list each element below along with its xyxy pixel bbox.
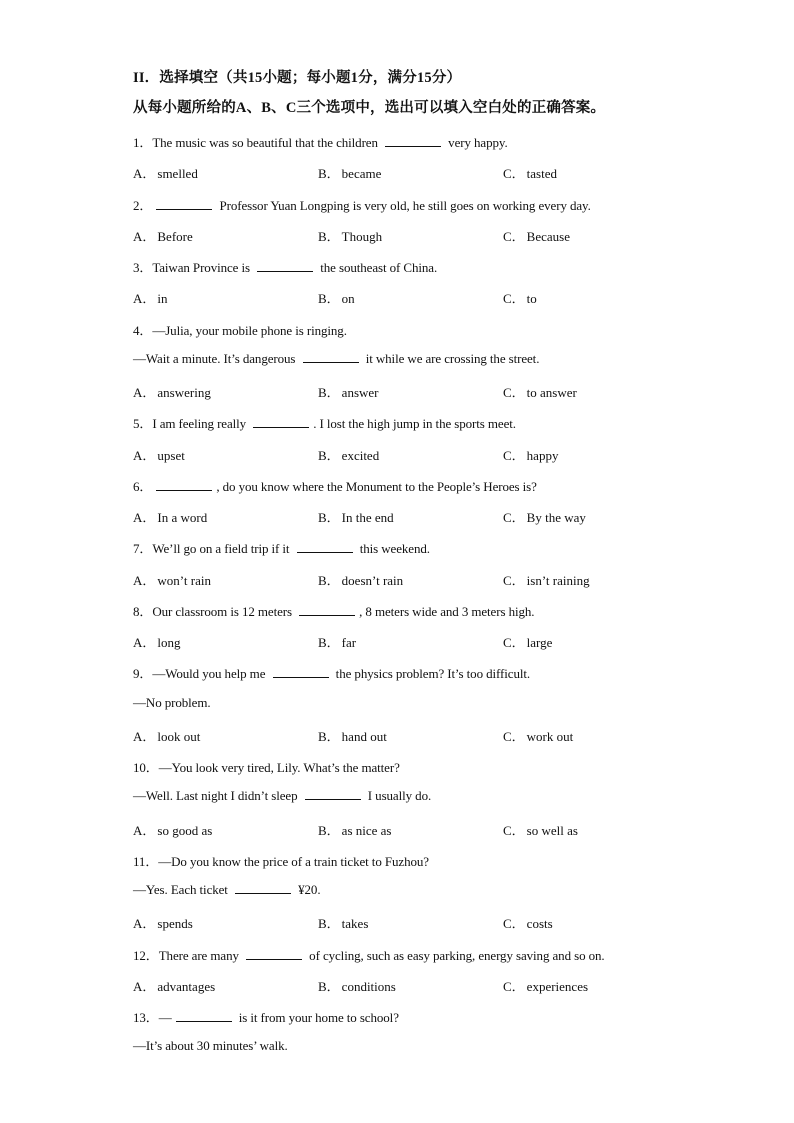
option-letter: A． bbox=[133, 447, 156, 463]
option-b[interactable] bbox=[318, 570, 403, 589]
option-letter: A． bbox=[133, 166, 156, 182]
option-a[interactable] bbox=[133, 507, 207, 526]
option-c[interactable] bbox=[503, 445, 558, 464]
option-letter: B． bbox=[318, 635, 340, 650]
option-letter: B． bbox=[318, 916, 340, 932]
option-c[interactable] bbox=[503, 288, 537, 307]
option-letter: A． bbox=[133, 916, 156, 932]
answer-blank[interactable] bbox=[156, 480, 212, 491]
option-a[interactable] bbox=[133, 976, 215, 995]
question-number: 4． bbox=[133, 322, 153, 338]
option-b[interactable] bbox=[318, 226, 382, 245]
question-number: 7． bbox=[133, 541, 153, 557]
option-letter: B． bbox=[318, 510, 340, 525]
option-text: isn’t raining bbox=[526, 572, 590, 588]
option-b[interactable] bbox=[318, 976, 396, 995]
option-text: tasted bbox=[526, 166, 557, 182]
option-c[interactable] bbox=[503, 726, 573, 745]
answer-blank[interactable] bbox=[297, 542, 353, 553]
option-letter: A． bbox=[133, 978, 156, 994]
answer-blank[interactable] bbox=[246, 949, 302, 960]
option-text: Before bbox=[157, 228, 193, 244]
option-a[interactable] bbox=[133, 632, 181, 651]
option-b[interactable] bbox=[318, 632, 356, 651]
question-stem bbox=[133, 132, 508, 151]
option-text: so well as bbox=[526, 822, 578, 838]
option-letter: C． bbox=[503, 228, 525, 244]
option-letter: C． bbox=[503, 728, 525, 744]
option-text: as nice as bbox=[341, 822, 392, 838]
option-text: smelled bbox=[157, 166, 198, 182]
question-stem bbox=[133, 851, 429, 870]
question-text: Taiwan Province is bbox=[152, 260, 254, 275]
question-text: . I lost the high jump in the sports meet. bbox=[313, 416, 516, 432]
option-text: doesn’t rain bbox=[341, 572, 404, 588]
option-c[interactable] bbox=[503, 976, 588, 995]
option-b[interactable] bbox=[318, 288, 355, 307]
option-text: upset bbox=[157, 447, 185, 463]
option-letter: B． bbox=[318, 572, 340, 588]
option-text: look out bbox=[157, 728, 201, 744]
option-letter: A． bbox=[133, 385, 156, 400]
question-text: —Would you help me bbox=[152, 666, 269, 682]
option-b[interactable] bbox=[318, 820, 391, 839]
option-b[interactable] bbox=[318, 382, 379, 401]
option-letter: A． bbox=[133, 510, 156, 525]
question-stem bbox=[133, 538, 430, 557]
answer-blank[interactable] bbox=[273, 667, 329, 678]
option-text: on bbox=[341, 291, 355, 307]
option-letter: C． bbox=[503, 572, 525, 588]
option-a[interactable] bbox=[133, 570, 211, 589]
question-number: 12． bbox=[133, 947, 159, 963]
option-text: so good as bbox=[157, 822, 213, 838]
option-letter: A． bbox=[133, 572, 156, 588]
answer-blank[interactable] bbox=[176, 1011, 232, 1022]
question-text: I usually do. bbox=[364, 788, 432, 804]
option-text: to answer bbox=[526, 385, 577, 400]
option-a[interactable] bbox=[133, 163, 198, 182]
option-letter: B． bbox=[318, 166, 340, 182]
question-text: very happy. bbox=[445, 135, 508, 150]
option-c[interactable] bbox=[503, 507, 586, 526]
question-text: —Well. Last night I didn’t sleep bbox=[133, 788, 301, 804]
option-text: In the end bbox=[341, 510, 394, 525]
option-text: In a word bbox=[157, 510, 208, 525]
option-text: costs bbox=[526, 916, 553, 932]
question-number: 13． bbox=[133, 1010, 159, 1025]
option-letter: B． bbox=[318, 228, 340, 244]
option-text: takes bbox=[341, 916, 369, 932]
option-letter: C． bbox=[503, 291, 525, 307]
answer-blank[interactable] bbox=[385, 136, 441, 147]
option-letter: C． bbox=[503, 822, 525, 838]
option-letter: B． bbox=[318, 978, 340, 994]
option-letter: C． bbox=[503, 385, 525, 400]
question-stem bbox=[133, 257, 437, 276]
answer-blank[interactable] bbox=[156, 199, 212, 210]
option-text: Though bbox=[341, 228, 383, 244]
question-number: 3． bbox=[133, 260, 153, 275]
option-text: long bbox=[157, 635, 181, 650]
option-text: excited bbox=[341, 447, 380, 463]
question-stem bbox=[133, 945, 605, 964]
option-letter: A． bbox=[133, 635, 156, 650]
question-stem bbox=[133, 320, 347, 339]
question-text: of cycling, such as easy parking, energy saving and so on. bbox=[306, 947, 605, 963]
question-text: Professor Yuan Longping is very old, he still goes on working every day. bbox=[216, 197, 591, 213]
question-text: , 8 meters wide and 3 meters high. bbox=[359, 603, 535, 619]
option-c[interactable] bbox=[503, 226, 570, 245]
option-text: experiences bbox=[526, 978, 589, 994]
option-letter: A． bbox=[133, 291, 156, 307]
question-text: There are many bbox=[158, 947, 243, 963]
question-stem bbox=[133, 476, 537, 495]
option-text: hand out bbox=[341, 728, 387, 744]
answer-blank[interactable] bbox=[257, 261, 313, 272]
question-text: Our classroom is 12 meters bbox=[152, 603, 296, 619]
answer-blank[interactable] bbox=[303, 352, 359, 363]
option-c[interactable] bbox=[503, 163, 557, 182]
option-letter: C． bbox=[503, 916, 525, 932]
question-text: I am feeling really bbox=[152, 416, 250, 432]
question-dialogue-line bbox=[133, 882, 321, 898]
question-text: , do you know where the Monument to the People’s Heroes is? bbox=[216, 478, 537, 494]
option-text: large bbox=[526, 635, 553, 650]
option-c[interactable] bbox=[503, 820, 578, 839]
question-text: — bbox=[158, 1010, 172, 1025]
option-a[interactable] bbox=[133, 820, 212, 839]
option-text: became bbox=[341, 166, 382, 182]
question-text: —No problem. bbox=[133, 694, 211, 710]
option-a[interactable] bbox=[133, 726, 200, 745]
question-stem bbox=[133, 757, 400, 776]
question-text: —It’s about 30 minutes’ walk. bbox=[133, 1038, 288, 1054]
option-text: to bbox=[526, 291, 537, 307]
question-number: 8． bbox=[133, 603, 153, 619]
question-text: it while we are crossing the street. bbox=[362, 350, 540, 366]
question-text: ¥20. bbox=[294, 882, 321, 897]
option-text: answering bbox=[157, 385, 211, 400]
question-number: 11． bbox=[133, 853, 159, 869]
option-b[interactable] bbox=[318, 163, 381, 182]
answer-blank[interactable] bbox=[253, 417, 309, 428]
question-text: the physics problem? It’s too difficult. bbox=[332, 666, 531, 682]
option-c[interactable] bbox=[503, 632, 552, 651]
question-dialogue-line bbox=[133, 1038, 288, 1054]
option-text: advantages bbox=[157, 978, 216, 994]
question-number: 1． bbox=[133, 135, 153, 150]
question-number: 6． bbox=[133, 478, 153, 494]
option-a[interactable] bbox=[133, 913, 193, 932]
question-number: 2． bbox=[133, 197, 153, 213]
option-c[interactable] bbox=[503, 382, 577, 401]
answer-blank[interactable] bbox=[299, 605, 355, 616]
option-a[interactable] bbox=[133, 445, 185, 464]
question-text: —You look very tired, Lily. What’s the matter? bbox=[158, 760, 400, 775]
question-text: —Julia, your mobile phone is ringing. bbox=[152, 322, 347, 338]
question-stem bbox=[133, 601, 534, 620]
question-dialogue-line bbox=[133, 695, 211, 711]
option-text: in bbox=[157, 291, 168, 307]
question-text: —Yes. Each ticket bbox=[133, 882, 231, 897]
option-b[interactable] bbox=[318, 507, 394, 526]
option-text: answer bbox=[341, 385, 379, 400]
option-letter: C． bbox=[503, 447, 525, 463]
question-dialogue-line bbox=[133, 788, 431, 804]
question-number: 5． bbox=[133, 416, 153, 432]
option-text: Because bbox=[526, 228, 570, 244]
option-letter: A． bbox=[133, 728, 156, 744]
option-letter: A． bbox=[133, 822, 156, 838]
section-instruction: 从每小题所给的A、B、C三个选项中，选出可以填入空白处的正确答案。 bbox=[133, 100, 606, 116]
option-text: won’t rain bbox=[157, 572, 211, 588]
question-number: 10． bbox=[133, 760, 159, 775]
option-letter: C． bbox=[503, 978, 525, 994]
question-text: is it from your home to school? bbox=[235, 1010, 399, 1025]
option-text: far bbox=[341, 635, 357, 650]
answer-blank[interactable] bbox=[235, 883, 291, 894]
option-a[interactable] bbox=[133, 288, 168, 307]
option-b[interactable] bbox=[318, 913, 368, 932]
option-letter: B． bbox=[318, 822, 340, 838]
question-text: this weekend. bbox=[356, 541, 430, 557]
question-stem bbox=[133, 413, 516, 432]
option-text: By the way bbox=[526, 510, 586, 525]
question-text: —Do you know the price of a train ticket to Fuzhou? bbox=[158, 853, 429, 869]
section-title: II．选择填空（共15小题；每小题1分，满分15分） bbox=[133, 70, 462, 86]
question-text: the southeast of China. bbox=[317, 260, 438, 275]
option-c[interactable] bbox=[503, 913, 553, 932]
question-number: 9． bbox=[133, 666, 153, 682]
option-letter: B． bbox=[318, 291, 340, 307]
option-a[interactable] bbox=[133, 382, 211, 401]
option-text: happy bbox=[526, 447, 559, 463]
option-letter: C． bbox=[503, 635, 525, 650]
option-letter: B． bbox=[318, 385, 340, 400]
question-dialogue-line bbox=[133, 351, 539, 367]
option-c[interactable] bbox=[503, 570, 590, 589]
option-text: spends bbox=[157, 916, 193, 932]
option-text: work out bbox=[526, 728, 574, 744]
option-letter: B． bbox=[318, 728, 340, 744]
option-text: conditions bbox=[341, 978, 396, 994]
option-b[interactable] bbox=[318, 445, 379, 464]
answer-blank[interactable] bbox=[305, 789, 361, 800]
question-stem bbox=[133, 1007, 399, 1026]
option-b[interactable] bbox=[318, 726, 387, 745]
option-a[interactable] bbox=[133, 226, 193, 245]
question-stem bbox=[133, 663, 530, 682]
question-stem bbox=[133, 195, 591, 214]
option-letter: A． bbox=[133, 228, 156, 244]
question-text: We’ll go on a field trip if it bbox=[152, 541, 293, 557]
option-letter: C． bbox=[503, 510, 525, 525]
question-text: The music was so beautiful that the children bbox=[152, 135, 382, 150]
option-letter: C． bbox=[503, 166, 525, 182]
question-text: —Wait a minute. It’s dangerous bbox=[133, 350, 299, 366]
option-letter: B． bbox=[318, 447, 340, 463]
